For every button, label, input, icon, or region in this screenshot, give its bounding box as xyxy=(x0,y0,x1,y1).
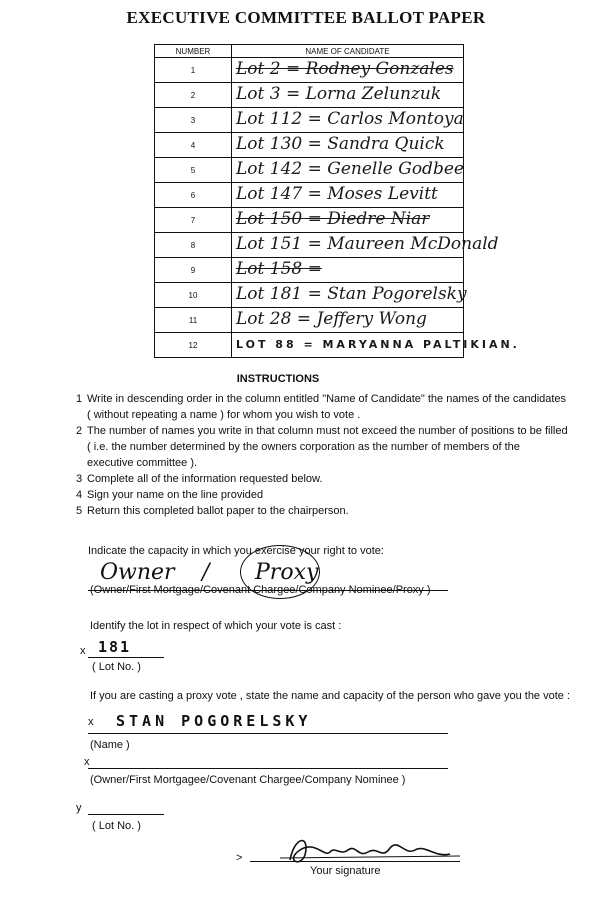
table-row xyxy=(155,308,464,333)
signature-label: Your signature xyxy=(310,865,381,877)
row-number: 1 xyxy=(155,58,232,83)
candidate-name: Lot 150 = Diedre Niar xyxy=(236,209,430,229)
table-row xyxy=(155,108,464,133)
instruction-2-text: The number of names you write in that column must not exceed the number of positions to be filled xyxy=(87,425,568,437)
lot-label: ( Lot No. ) xyxy=(92,661,141,673)
instruction-3: 3 Complete all of the information requested below. xyxy=(76,473,323,485)
proxy-name-line[interactable] xyxy=(88,733,448,734)
candidate-name: Lot 130 = Sandra Quick xyxy=(236,134,445,154)
instructions-heading: INSTRUCTIONS xyxy=(236,373,320,385)
capacity-slash: / xyxy=(202,560,210,585)
table-row xyxy=(155,233,464,258)
candidate-name: Lot 142 = Genelle Godbee xyxy=(236,159,464,179)
proxy-name-mark: x xyxy=(88,716,94,728)
instruction-1-text: Write in descending order in the column entitled "Name of Candidate" the names of the candidates xyxy=(87,393,567,405)
candidate-name-cell[interactable] xyxy=(232,183,464,208)
instructions-list xyxy=(76,391,586,519)
candidate-name-cell[interactable] xyxy=(232,233,499,258)
table-row xyxy=(155,258,464,283)
capacity-owner-handwritten: Owner xyxy=(100,560,175,585)
lot-question: Identify the lot in respect of which your vote is cast : xyxy=(90,620,342,632)
candidate-name-cell[interactable] xyxy=(232,158,464,183)
proxy-capacity-label: (Owner/First Mortgagee/Covenant Chargee/Company Nominee ) xyxy=(90,774,406,786)
candidate-name-cell[interactable] xyxy=(232,308,464,333)
row-number: 12 xyxy=(155,333,232,358)
candidate-name: LOT 88 = MARYANNA PALTIKIAN. xyxy=(236,338,520,351)
instruction-2: 2 The number of names you write in that column must not exceed the number of positions to be filled xyxy=(76,425,568,437)
name-column-header: NAME OF CANDIDATE xyxy=(232,45,464,58)
candidate-name: Lot 158 = xyxy=(236,259,322,279)
instruction-4: 4 Sign your name on the line provided xyxy=(76,489,264,501)
row-number: 2 xyxy=(155,83,232,108)
candidate-name: Lot 112 = Carlos Montoya xyxy=(236,109,464,129)
candidate-name-cell[interactable] xyxy=(232,208,464,233)
table-row xyxy=(155,133,464,158)
instruction-3-text: Complete all of the information requested below. xyxy=(87,473,323,485)
table-row xyxy=(155,283,464,308)
capacity-proxy-handwritten: Proxy xyxy=(255,560,319,585)
table-row xyxy=(155,158,464,183)
row-number: 3 xyxy=(155,108,232,133)
proxy-lot-label: ( Lot No. ) xyxy=(92,820,141,832)
instruction-1-cont: ( without repeating a name ) for whom you wish to vote . xyxy=(87,409,361,421)
row-number: 8 xyxy=(155,233,232,258)
candidate-name-cell[interactable] xyxy=(232,58,464,83)
table-row xyxy=(155,58,464,83)
signature-scribble xyxy=(270,830,470,870)
row-number: 4 xyxy=(155,133,232,158)
signature-mark: > xyxy=(236,852,243,864)
signature-line[interactable] xyxy=(250,861,460,862)
instruction-5: 5 Return this completed ballot paper to the chairperson. xyxy=(76,505,349,517)
table-row xyxy=(155,208,464,233)
row-number: 11 xyxy=(155,308,232,333)
candidate-name-cell[interactable] xyxy=(232,283,467,308)
lot-value: 181 xyxy=(98,638,132,656)
candidate-name-cell[interactable] xyxy=(232,108,464,133)
candidate-name: Lot 181 = Stan Pogorelsky xyxy=(236,284,467,304)
candidate-table xyxy=(154,44,520,358)
row-number: 6 xyxy=(155,183,232,208)
lot-line[interactable] xyxy=(88,657,164,658)
candidate-name: Lot 3 = Lorna Zelunzuk xyxy=(236,84,442,104)
capacity-question: Indicate the capacity in which you exercise your right to vote: xyxy=(88,545,384,557)
proxy-name-label: (Name ) xyxy=(90,739,130,751)
row-number: 9 xyxy=(155,258,232,283)
instruction-1: 1 Write in descending order in the column entitled "Name of Candidate" the names of the candidates xyxy=(76,393,567,405)
proxy-lot-line[interactable] xyxy=(88,814,164,815)
table-row xyxy=(155,83,464,108)
table-row xyxy=(155,333,464,358)
row-number: 7 xyxy=(155,208,232,233)
candidate-name-cell[interactable] xyxy=(232,133,464,158)
row-number: 5 xyxy=(155,158,232,183)
proxy-capacity-line[interactable] xyxy=(88,768,448,769)
instruction-4-text: Sign your name on the line provided xyxy=(87,489,264,501)
candidate-name: Lot 2 = Rodney Gonzales xyxy=(236,59,454,79)
proxy-name-value: STAN POGORELSKY xyxy=(116,712,312,730)
proxy-capacity-mark: x xyxy=(84,756,90,768)
candidate-name-cell[interactable] xyxy=(232,258,464,283)
candidate-name-cell[interactable] xyxy=(232,333,520,358)
instruction-5-text: Return this completed ballot paper to the chairperson. xyxy=(87,505,349,517)
candidate-name: Lot 28 = Jeffery Wong xyxy=(236,309,427,329)
proxy-question: If you are casting a proxy vote , state the name and capacity of the person who gave you the vote : xyxy=(90,690,571,702)
lot-mark: x xyxy=(80,645,86,657)
instruction-2-cont2: executive committee ). xyxy=(87,457,198,469)
candidate-name: Lot 147 = Moses Levitt xyxy=(236,184,438,204)
proxy-lot-mark: y xyxy=(76,802,82,814)
ballot-title: EXECUTIVE COMMITTEE BALLOT PAPER xyxy=(126,8,486,27)
candidate-name-cell[interactable] xyxy=(232,83,464,108)
instruction-2-cont: ( i.e. the number determined by the owners corporation as the number of members of the xyxy=(87,441,520,453)
candidate-name: Lot 151 = Maureen McDonald xyxy=(236,234,499,254)
capacity-options: (Owner/First Mortgage/Covenant Chargee/Company Nominee/Proxy ) xyxy=(90,584,431,596)
table-row xyxy=(155,183,464,208)
row-number: 10 xyxy=(155,283,232,308)
number-column-header: NUMBER xyxy=(155,45,232,58)
